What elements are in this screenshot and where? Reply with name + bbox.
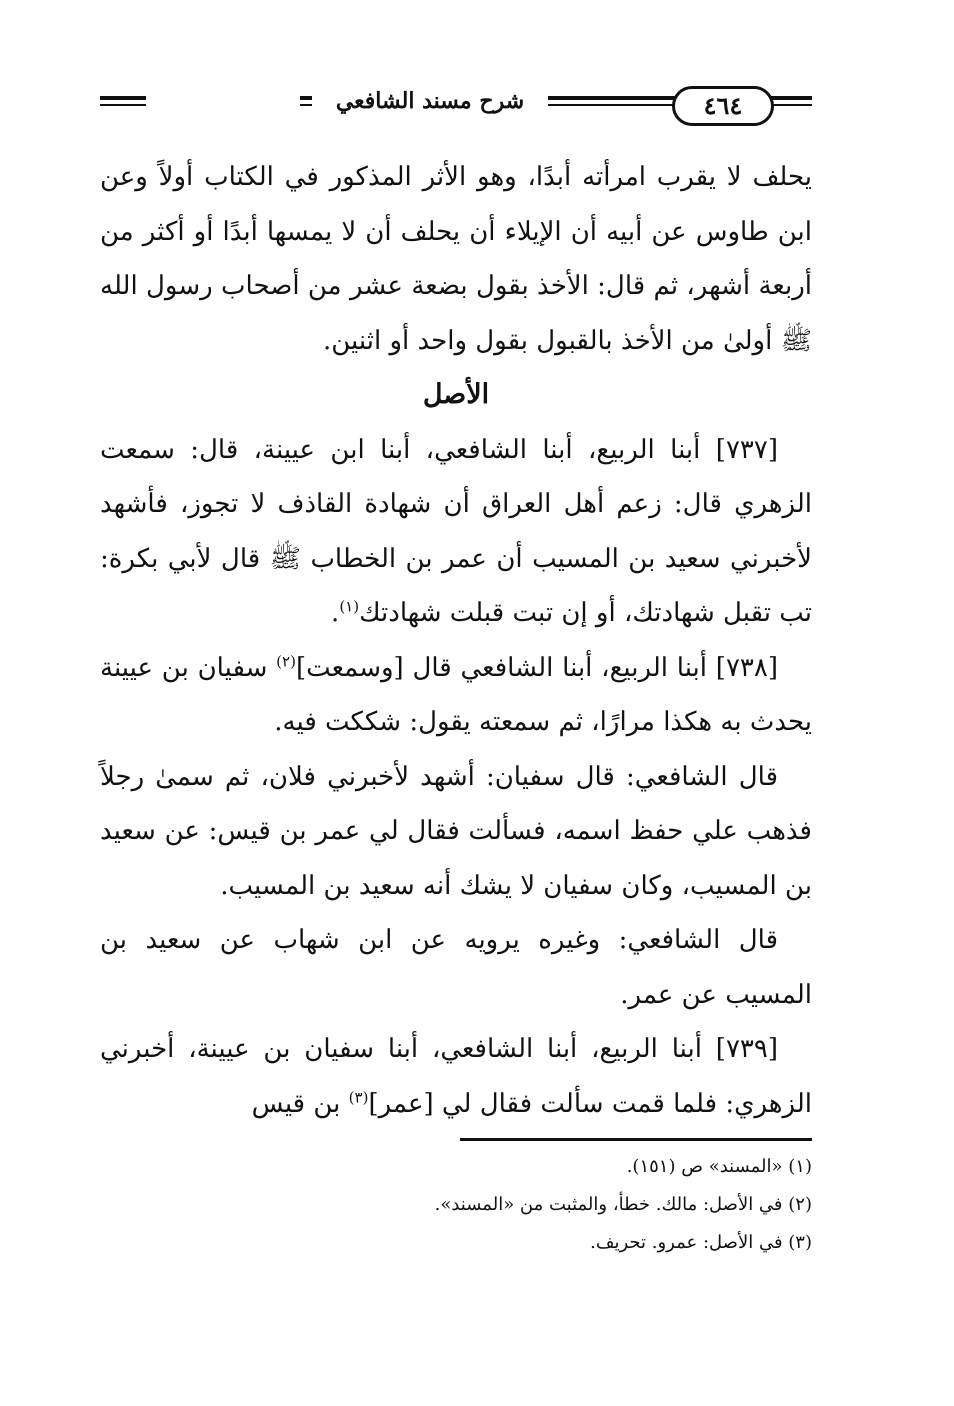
paragraph-738-a: [٧٣٨] أبنا الربيع، أبنا الشافعي قال [وسمعت] [295,652,778,683]
page-number: ٤٦٤ [672,86,774,126]
footnotes [100,1148,812,1262]
paragraph-739-a: [٧٣٩] أبنا الربيع، أبنا الشافعي، أبنا سفيان بن عيينة، أخبرني الزهري: فلما قمت سألت فقال لي [عمر] [100,1034,812,1119]
paragraph-739 [100,1022,812,1131]
footnote-1: (١) «المسند» ص (١٥١). [626,1156,812,1177]
main-text [100,150,812,1131]
footnote-ref-2: (٢) [276,651,296,670]
section-heading: الأصل [422,379,490,410]
paragraph-737-end: . [331,598,340,628]
running-title: شرح مسند الشافعي [312,88,548,114]
header-rule-left [100,96,146,100]
paragraph-738 [100,641,812,750]
paragraph-738-b: سفيان بن عيينة يحدث به هكذا مرارًا، ثم سمعته يقول: شككت فيه. [100,652,812,737]
paragraph-737 [100,423,812,641]
paragraph-shafii-1: قال الشافعي: قال سفيان: أشهد لأخبرني فلان، ثم سمىٰ رجلاً فذهب علي حفظ اسمه، فسألت فقال لي عمر بن قيس: عن سعيد بن المسيب، وكان سفيان لا يشك أنه سعيد بن المسيب. [100,761,812,901]
paragraph-intro: يحلف لا يقرب امرأته أبدًا، وهو الأثر المذكور في الكتاب أولاً وعن ابن طاوس عن أبيه أن الإيلاء أن يحلف أن لا يمسها أبدًا أو أكثر من أربعة أشهر، ثم قال: الأخذ بقول بضعة عشر من أصحاب رسول الله ﷺ أولىٰ من الأخذ بالقبول بقول واحد أو اثنين. [100,162,812,356]
paragraph-739-b: بن قيس [251,1088,349,1119]
header-rule-left-thin [100,104,146,106]
paragraph-shafii-2: قال الشافعي: وغيره يرويه عن ابن شهاب عن سعيد بن المسيب عن عمر. [100,925,812,1010]
footnote-2: (٢) في الأصل: مالك. خطأ، والمثبت من «المسند». [434,1194,812,1215]
footnote-ref-3: (٣) [348,1087,369,1106]
footnote-3: (٣) في الأصل: عمرو. تحريف. [590,1232,812,1253]
footnote-separator [460,1138,812,1141]
paragraph-737-text: [٧٣٧] أبنا الربيع، أبنا الشافعي، أبنا ابن عيينة، قال: سمعت الزهري قال: زعم أهل العراق أن شهادة القاذف لا تجوز، فأشهد لأخبرني سعيد بن المسيب أن عمر بن الخطاب ﷺ قال لأبي بكرة: تب تقبل شهادتك، أو إن تبت قبلت شهادتك [100,434,812,628]
footnote-ref-1: (١) [339,597,360,616]
